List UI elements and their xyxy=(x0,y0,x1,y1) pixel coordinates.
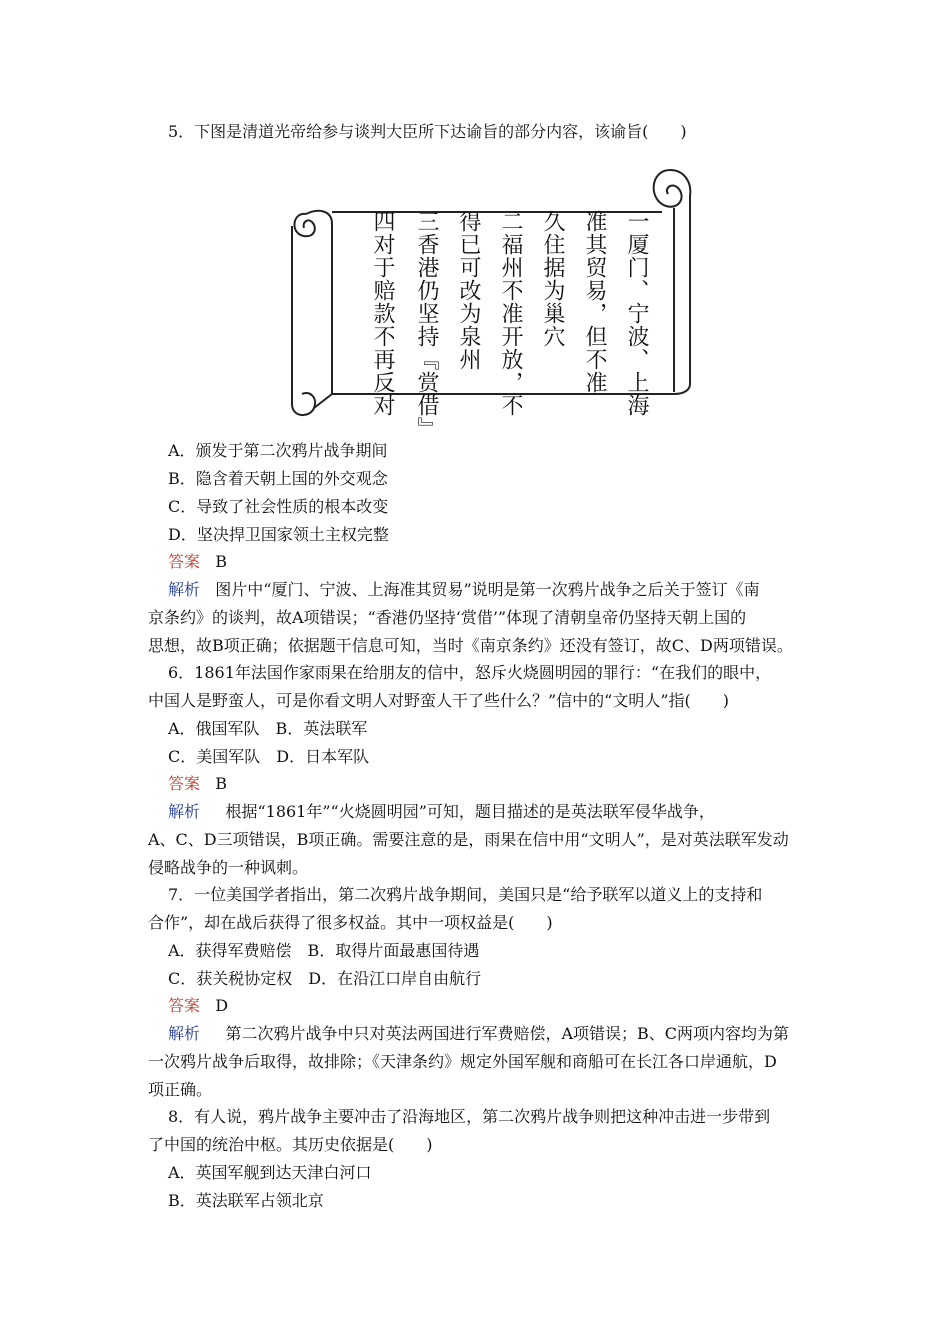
analysis-label: 解析 xyxy=(168,802,201,821)
q7-answer-row xyxy=(168,996,228,1016)
q5-option-b: B．隐含着天朝上国的外交观念 xyxy=(168,469,388,488)
q6-options-ab: A．俄国军队 B．英法联军 xyxy=(168,719,368,738)
q8-option-a: A．英国军舰到达天津白河口 xyxy=(168,1163,372,1182)
q7-options-cd: C．获关税协定权 D．在沿江口岸自由航行 xyxy=(168,969,482,988)
q8-option-b: B．英法联军占领北京 xyxy=(168,1191,324,1210)
q7-stem-line-2: 合作”，却在战后获得了很多权益。其中一项权益是( ) xyxy=(148,913,553,932)
scroll-column-4: 二福州不准开放，不 xyxy=(498,210,523,417)
q7-analysis-line-1 xyxy=(168,1024,789,1044)
analysis-text: 根据“1861年”“火烧圆明园”可知，题目描述的是英法联军侵华战争， xyxy=(225,802,715,821)
answer-value: B xyxy=(215,774,228,793)
answer-label: 答案 xyxy=(168,996,201,1015)
scroll-column-5: 得已可改为泉州 xyxy=(456,210,481,371)
q6-analysis-line-1 xyxy=(168,802,715,822)
q5-option-d: D．坚决捍卫国家领土主权完整 xyxy=(168,525,389,544)
analysis-label: 解析 xyxy=(168,1024,201,1043)
answer-label: 答案 xyxy=(168,552,201,571)
analysis-label: 解析 xyxy=(168,580,201,599)
answer-value: D xyxy=(215,996,229,1015)
q5-analysis-line-1 xyxy=(168,580,760,600)
answer-label: 答案 xyxy=(168,774,201,793)
q5-answer-row xyxy=(168,552,227,572)
answer-value: B xyxy=(215,552,228,571)
q6-options-cd: C．美国军队 D．日本军队 xyxy=(168,747,370,766)
q8-stem-line-2: 了中国的统治中枢。其历史依据是( ) xyxy=(148,1135,433,1154)
scroll-column-1: 一厦门、宁波、上海 xyxy=(624,210,649,417)
q5-option-c: C．导致了社会性质的根本改变 xyxy=(168,497,389,516)
q8-stem-line-1: 8．有人说，鸦片战争主要冲击了沿海地区，第二次鸦片战争则把这种冲击进一步带到 xyxy=(168,1107,771,1126)
q5-analysis-line-3: 思想，故B项正确；依据题干信息可知，当时《南京条约》还没有签订，故C、D两项错误。 xyxy=(148,636,793,655)
analysis-text: 第二次鸦片战争中只对英法两国进行军费赔偿，A项错误；B、C两项内容均为第 xyxy=(225,1024,790,1043)
q7-analysis-line-3: 项正确。 xyxy=(148,1080,213,1099)
scroll-column-6: 三香港仍坚持『赏借』 xyxy=(414,210,439,440)
q7-analysis-line-2: 一次鸦片战争后取得，故排除；《天津条约》规定外国军舰和商船可在长江各口岸通航，D xyxy=(148,1052,777,1071)
q5-stem: 5．下图是清道光帝给参与谈判大臣所下达谕旨的部分内容，该谕旨( ) xyxy=(168,122,687,141)
q6-answer-row xyxy=(168,774,227,794)
q6-analysis-line-2: A、C、D三项错误，B项正确。需要注意的是，雨果在信中用“文明人”，是对英法联军发动 xyxy=(148,830,789,849)
q5-analysis-line-2: 京条约》的谈判，故A项错误；“香港仍坚持‘赏借’”体现了清朝皇帝仍坚持天朝上国的 xyxy=(148,608,747,627)
q6-stem-line-2: 中国人是野蛮人，可是你看文明人对野蛮人干了些什么？”信中的“文明人”指( ) xyxy=(148,691,730,710)
scroll-column-3: 久住据为巢穴 xyxy=(540,210,565,348)
scroll-column-2: 准其贸易，但不准 xyxy=(582,210,607,394)
analysis-text: 图片中“厦门、宁波、上海准其贸易”说明是第一次鸦片战争之后关于签订《南 xyxy=(215,580,760,599)
q7-stem-line-1: 7．一位美国学者指出，第二次鸦片战争期间，美国只是“给予联军以道义上的支持和 xyxy=(168,885,763,904)
edict-scroll-figure xyxy=(270,152,710,440)
q6-stem-line-1: 6．1861年法国作家雨果在给朋友的信中，怒斥火烧圆明园的罪行：“在我们的眼中， xyxy=(168,663,772,682)
q6-analysis-line-3: 侵略战争的一种讽刺。 xyxy=(148,858,309,877)
q7-options-ab: A．获得军费赔偿 B．取得片面最惠国待遇 xyxy=(168,941,480,960)
scroll-column-7: 四对于赔款不再反对 xyxy=(370,210,395,417)
q5-option-a: A．颁发于第二次鸦片战争期间 xyxy=(168,441,388,460)
